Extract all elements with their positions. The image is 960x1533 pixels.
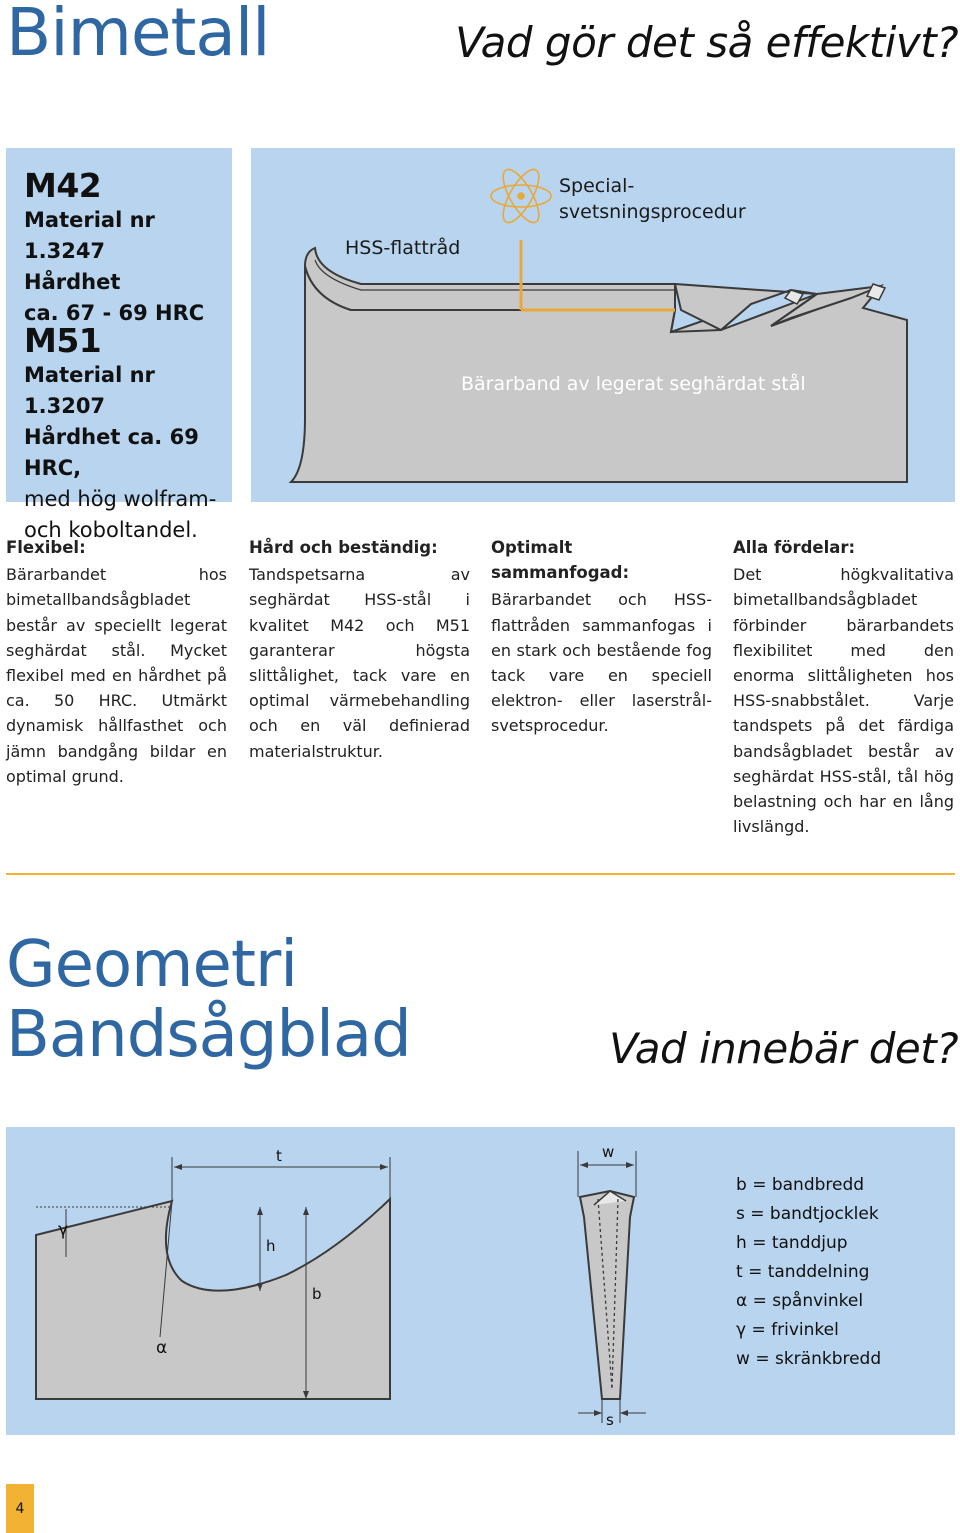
m42-title: M42 <box>24 166 102 205</box>
column-text: Bärarbandet hos bimetallbandsågbladet består av speciellt legerat seghärdat stål. Mycket flexibel med en hårdhet på ca. 50 HRC. Utmärkt dynamisk hållfasthet och jämn bandgång bildar en optimal grund. <box>6 565 227 786</box>
geometry-subtitle: Vad innebär det? <box>609 1024 958 1073</box>
column-fordelar <box>733 535 954 839</box>
legend-item: t = tanddelning <box>736 1262 870 1282</box>
legend-item: h = tanddjup <box>736 1233 848 1253</box>
weld-label: svetsningsprocedur <box>559 201 746 223</box>
m51-line: Material nr 1.3207 <box>24 363 155 418</box>
section-divider <box>6 873 955 875</box>
m42-spec <box>24 166 232 329</box>
geometry-panel <box>6 1127 955 1435</box>
angle-label-alpha: α <box>156 1338 168 1358</box>
m42-line: Material nr 1.3247 <box>24 208 155 263</box>
page-subtitle: Vad gör det så effektivt? <box>455 18 958 67</box>
column-hard <box>249 535 470 764</box>
page-number-tab <box>6 1484 34 1533</box>
column-heading: Optimalt sammanfogad: <box>491 538 630 583</box>
weld-label: Special- <box>559 175 635 197</box>
tooth-profile-shape <box>36 1199 390 1399</box>
geometry-title: Bandsågblad <box>6 998 411 1072</box>
column-sammanfogad <box>491 535 712 739</box>
m42-line: ca. 67 - 69 HRC <box>24 301 205 325</box>
page-number: 4 <box>15 1500 25 1517</box>
page-title: Bimetall <box>6 0 270 71</box>
column-heading: Flexibel: <box>6 538 86 557</box>
hss-label: HSS-flattråd <box>345 237 461 259</box>
column-text: Bärarbandet och HSS-flattråden sammanfogas i en stark och bestående fog tack vare en speciell elektron- eller laserstrål-svetsprocedur. <box>491 590 712 736</box>
column-heading: Alla fördelar: <box>733 538 856 557</box>
blade-diagram-panel <box>251 148 955 502</box>
legend-item: w = skränkbredd <box>736 1349 882 1369</box>
tooth-geometry-diagram <box>6 1127 706 1435</box>
dim-label-s: s <box>606 1411 614 1429</box>
carrier-label: Bärarband av legerat seghärdat stål <box>461 373 806 395</box>
legend-item: γ = frivinkel <box>736 1320 839 1340</box>
geometry-title: Geometri <box>6 928 298 1002</box>
m51-line: Hårdhet ca. 69 HRC, <box>24 425 199 480</box>
legend-item: α = spånvinkel <box>736 1291 864 1311</box>
dim-label-w: w <box>602 1143 615 1161</box>
spec-panel <box>6 148 232 542</box>
blade-diagram <box>251 148 955 502</box>
legend-item: b = bandbredd <box>736 1175 865 1195</box>
m51-spec <box>24 321 232 546</box>
m51-line: och koboltandel. <box>24 518 198 542</box>
column-text: Det högkvalitativa bimetallbandsågbladet förbinder bärarbandets flexibilitet med den enorma slittåligheten hos HSS-snabbstålet. Varje tandspets på det färdiga bandsågbladet består av seghärdat HSS-stål, tål hög belastning och har en lång livslängd. <box>733 565 954 837</box>
m51-line: med hög wolfram- <box>24 487 217 511</box>
dim-label-h: h <box>266 1237 276 1255</box>
column-text: Tandspetsarna av seghärdat HSS-stål i kvalitet M42 och M51 garanterar högsta slittålighet, tack vare en optimal värmebehandling och en väl definierad materialstruktur. <box>249 565 470 761</box>
m42-line: Hårdhet <box>24 270 121 294</box>
angle-label-gamma: γ <box>58 1220 69 1240</box>
dim-label-t: t <box>276 1147 282 1165</box>
symbol-legend <box>736 1171 881 1374</box>
dim-label-b: b <box>312 1285 322 1303</box>
atom-icon <box>491 165 551 228</box>
m51-title: M51 <box>24 321 102 360</box>
column-flexibel <box>6 535 227 789</box>
legend-item: s = bandtjocklek <box>736 1204 879 1224</box>
cross-section-shape <box>580 1191 634 1399</box>
column-heading: Hård och beständig: <box>249 538 438 557</box>
